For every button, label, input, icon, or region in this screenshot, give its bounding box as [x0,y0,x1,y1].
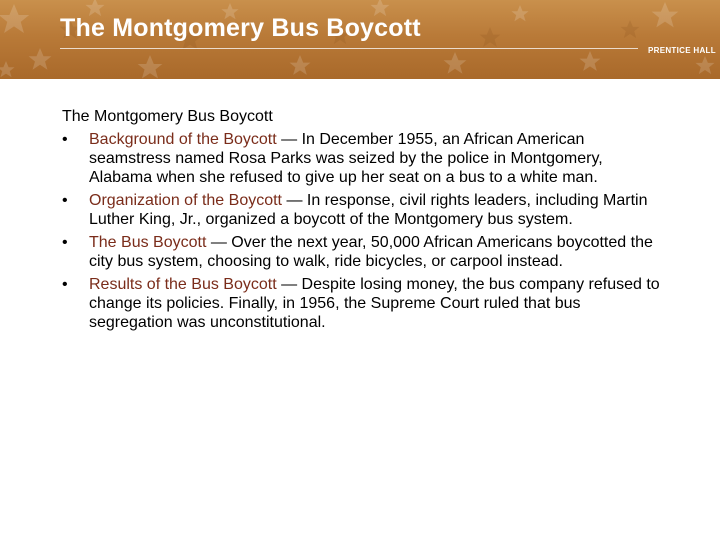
bullet-list [62,130,662,332]
publisher-logo-text: PRENTICE HALL [648,46,716,55]
bullet-item-background [62,130,662,187]
bullet-item-bus-boycott [62,233,662,271]
bullet-text: — In December 1955, an African American seamstress named Rosa Parks was seized by the police in Montgomery, Alabama when she refused to give up her seat on a bus to a white man. [89,131,603,186]
bullet-term: Results of the Bus Boycott [89,276,277,293]
bullet-text: — Despite losing money, the bus company refused to change its policies. Finally, in 1956, the Supreme Court ruled that bus segregation was unconstitutional. [89,276,660,331]
bullet-item-organization [62,191,662,229]
bullet-text: — In response, civil rights leaders, including Martin Luther King, Jr., organized a boycott of the Montgomery bus system. [89,192,648,228]
bullet-term: The Bus Boycott [89,234,207,251]
bullet-icon: • [62,234,68,251]
header-banner [0,0,720,79]
bullet-icon: • [62,192,68,209]
bullet-term: Background of the Boycott [89,131,277,148]
page-title: The Montgomery Bus Boycott [60,14,421,42]
content-heading: The Montgomery Bus Boycott [62,108,273,125]
bullet-icon: • [62,276,68,293]
title-divider [60,48,638,49]
bullet-icon: • [62,131,68,148]
content-body [62,107,662,336]
bullet-term: Organization of the Boycott [89,192,282,209]
bullet-text: — Over the next year, 50,000 African Americans boycotted the city bus system, choosing to walk, ride bicycles, or carpool instead. [89,234,653,270]
bullet-item-results [62,275,662,332]
